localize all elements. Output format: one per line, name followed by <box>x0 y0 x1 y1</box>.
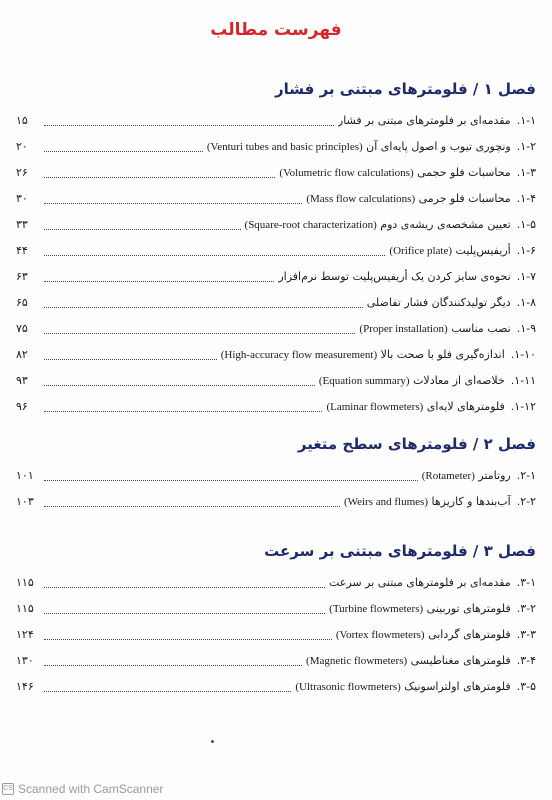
entry-title-fa: مقدمه‌ای بر فلومترهای مبتنی بر سرعت <box>328 576 511 589</box>
toc-entry <box>16 316 536 342</box>
entry-title-fa: مقدمه‌ای بر فلومترهای مبتنی بر فشار <box>337 114 511 127</box>
chapter-heading: فصل ۳ / فلومترهای مبتنی بر سرعت <box>264 542 536 560</box>
entry-title <box>336 622 511 648</box>
entry-title-en: (Mass flow calculations) <box>306 193 416 205</box>
toc-entry <box>16 108 536 134</box>
entry-title-fa: أریفیس‌پلیت <box>455 244 511 257</box>
scan-speck <box>211 740 214 743</box>
dot-leader <box>44 255 385 256</box>
dot-leader <box>44 151 203 152</box>
entry-number: ۳-۲. <box>516 602 536 615</box>
entry-number: ۱-۱۰. <box>510 348 536 361</box>
toc-entry <box>16 489 536 515</box>
entry-title <box>306 648 511 674</box>
entry-title-fa: آب‌بندها و کاریزها <box>431 495 511 508</box>
dot-leader <box>44 587 325 588</box>
entry-page-number: ۶۳ <box>16 270 28 283</box>
entry-title-fa: نحوه‌ی سایز کردن یک أریفیس‌پلیت توسط نرم‌افزار <box>278 270 511 283</box>
entry-page-number: ۹۶ <box>16 400 28 413</box>
entry-page-number: ۴۴ <box>16 244 28 257</box>
entry-title-en: (Vortex flowmeters) <box>335 629 425 641</box>
entry-title-en: (Weirs and flumes) <box>343 496 428 508</box>
entry-number: ۱-۹. <box>516 322 536 335</box>
entry-title-en: (Magnetic flowmeters) <box>306 655 408 667</box>
entry-title-fa: فلومترهای توربینی <box>426 602 511 615</box>
entry-number: ۱-۸. <box>516 296 536 309</box>
entry-page-number: ۱۵ <box>16 114 28 127</box>
entry-page-number: ۱۰۳ <box>16 495 34 508</box>
dot-leader <box>44 359 217 360</box>
entry-page-number: ۳۰ <box>16 192 28 205</box>
entry-title-fa: فلومترهای اولتراسونیک <box>404 680 511 693</box>
entry-page-number: ۶۵ <box>16 296 28 309</box>
dot-leader <box>44 480 418 481</box>
entry-title-en: (Laminar flowmeters) <box>326 401 424 413</box>
entry-title-fa: فلومترهای مغناطیسی <box>410 654 511 667</box>
entry-title <box>367 290 511 316</box>
toc-entry <box>16 570 536 596</box>
toc-entry <box>16 342 536 368</box>
entry-number: ۲-۲. <box>516 495 536 508</box>
entry-title-en: (Turbine flowmeters) <box>329 603 424 615</box>
entry-title <box>329 570 511 596</box>
entry-title <box>329 596 511 622</box>
entry-number: ۳-۱. <box>516 576 536 589</box>
entry-title <box>389 238 510 264</box>
entry-page-number: ۱۳۰ <box>16 654 34 667</box>
entry-title <box>338 108 511 134</box>
dot-leader <box>44 177 275 178</box>
camscanner-icon: CS <box>2 783 14 795</box>
entry-title-fa: محاسبات فلو حجمی <box>417 166 511 179</box>
entry-title <box>319 368 505 394</box>
entry-number: ۱-۵. <box>516 218 536 231</box>
toc-entry <box>16 134 536 160</box>
entry-title-fa: اندازه‌گیری فلو با صحت بالا <box>380 348 505 361</box>
chapter-entries <box>16 108 536 420</box>
chapter-entries <box>16 570 536 700</box>
entry-title <box>245 212 511 238</box>
toc-entry <box>16 648 536 674</box>
entry-title-fa: نصب مناسب <box>451 322 511 335</box>
toc-entry <box>16 212 536 238</box>
dot-leader <box>44 229 241 230</box>
dot-leader <box>44 281 274 282</box>
toc-entry <box>16 463 536 489</box>
dot-leader <box>44 385 315 386</box>
entry-page-number: ۱۱۵ <box>16 576 34 589</box>
entry-title <box>221 342 505 368</box>
entry-title-en: (Rotameter) <box>421 470 475 482</box>
entry-page-number: ۱۰۱ <box>16 469 34 482</box>
entry-number: ۱-۴. <box>516 192 536 205</box>
entry-page-number: ۳۳ <box>16 218 28 231</box>
entry-page-number: ۱۲۴ <box>16 628 34 641</box>
entry-number: ۱-۱۱. <box>510 374 536 387</box>
toc-entry <box>16 622 536 648</box>
entry-title <box>279 160 510 186</box>
entry-title-en: (Square-root characterization) <box>244 219 377 231</box>
entry-title <box>207 134 511 160</box>
entry-title <box>359 316 510 342</box>
entry-title <box>344 489 511 515</box>
entry-title-en: (Proper installation) <box>359 323 448 335</box>
entry-title-fa: محاسبات فلو جرمی <box>418 192 511 205</box>
toc-entry <box>16 394 536 420</box>
toc-entry <box>16 238 536 264</box>
entry-number: ۳-۳. <box>516 628 536 641</box>
entry-title-fa: فلومترهای گردابی <box>428 628 511 641</box>
dot-leader <box>44 333 355 334</box>
toc-entry <box>16 368 536 394</box>
entry-title-fa: تعیین مشخصه‌ی ریشه‌ی دوم <box>380 218 511 231</box>
toc-entry <box>16 160 536 186</box>
entry-title <box>278 264 510 290</box>
dot-leader <box>44 506 340 507</box>
watermark-text: Scanned with CamScanner <box>18 782 164 796</box>
chapter-2 <box>16 431 536 515</box>
chapter-heading: فصل ۲ / فلومترهای سطح متغیر <box>297 435 536 453</box>
entry-number: ۱-۲. <box>516 140 536 153</box>
entry-number: ۱-۱۲. <box>510 400 536 413</box>
dot-leader <box>44 203 302 204</box>
entry-title <box>422 463 511 489</box>
dot-leader <box>44 613 325 614</box>
toc-entry <box>16 596 536 622</box>
entry-page-number: ۸۲ <box>16 348 28 361</box>
entry-page-number: ۱۱۵ <box>16 602 34 615</box>
entry-number: ۳-۵. <box>516 680 536 693</box>
entry-title-fa: روتامتر <box>478 469 511 482</box>
entry-page-number: ۲۰ <box>16 140 28 153</box>
dot-leader <box>44 639 332 640</box>
entry-title-en: (Equation summary) <box>318 375 410 387</box>
dot-leader <box>44 125 334 126</box>
entry-number: ۱-۱. <box>516 114 536 127</box>
entry-title <box>306 186 510 212</box>
entry-title-en: (Volumetric flow calculations) <box>279 167 414 179</box>
page-title: فهرست مطالب <box>210 20 342 40</box>
entry-number: ۲-۱. <box>516 469 536 482</box>
entry-page-number: ۹۳ <box>16 374 28 387</box>
dot-leader <box>44 691 291 692</box>
entry-page-number: ۲۶ <box>16 166 28 179</box>
scanner-watermark <box>0 778 552 800</box>
chapter-entries <box>16 463 536 515</box>
toc-entry <box>16 186 536 212</box>
entry-title-fa: ونچوری تیوب و اصول پایه‌ای آن <box>366 140 511 153</box>
entry-title <box>326 394 504 420</box>
toc-entry <box>16 290 536 316</box>
entry-title-fa: خلاصه‌ای از معادلات <box>413 374 505 387</box>
entry-number: ۱-۶. <box>516 244 536 257</box>
entry-title-en: (Venturi tubes and basic principles) <box>206 141 363 153</box>
entry-title-en: (Ultrasonic flowmeters) <box>295 681 401 693</box>
entry-page-number: ۱۴۶ <box>16 680 34 693</box>
chapter-3 <box>16 538 536 700</box>
entry-title-en: (Orifice plate) <box>389 245 453 257</box>
entry-title <box>295 674 510 700</box>
chapter-heading: فصل ۱ / فلومترهای مبتنی بر فشار <box>275 80 536 98</box>
entry-title-fa: فلومترهای لایه‌ای <box>426 400 505 413</box>
entry-title-fa: دیگر تولیدکنندگان فشار تفاضلی <box>366 296 511 309</box>
chapter-1 <box>16 76 536 420</box>
entry-title-en: (High-accuracy flow measurement) <box>220 349 378 361</box>
entry-number: ۱-۳. <box>516 166 536 179</box>
entry-page-number: ۷۵ <box>16 322 28 335</box>
toc-entry <box>16 674 536 700</box>
entry-number: ۱-۷. <box>516 270 536 283</box>
entry-number: ۳-۴. <box>516 654 536 667</box>
dot-leader <box>44 411 322 412</box>
dot-leader <box>44 665 302 666</box>
dot-leader <box>44 307 363 308</box>
toc-entry <box>16 264 536 290</box>
